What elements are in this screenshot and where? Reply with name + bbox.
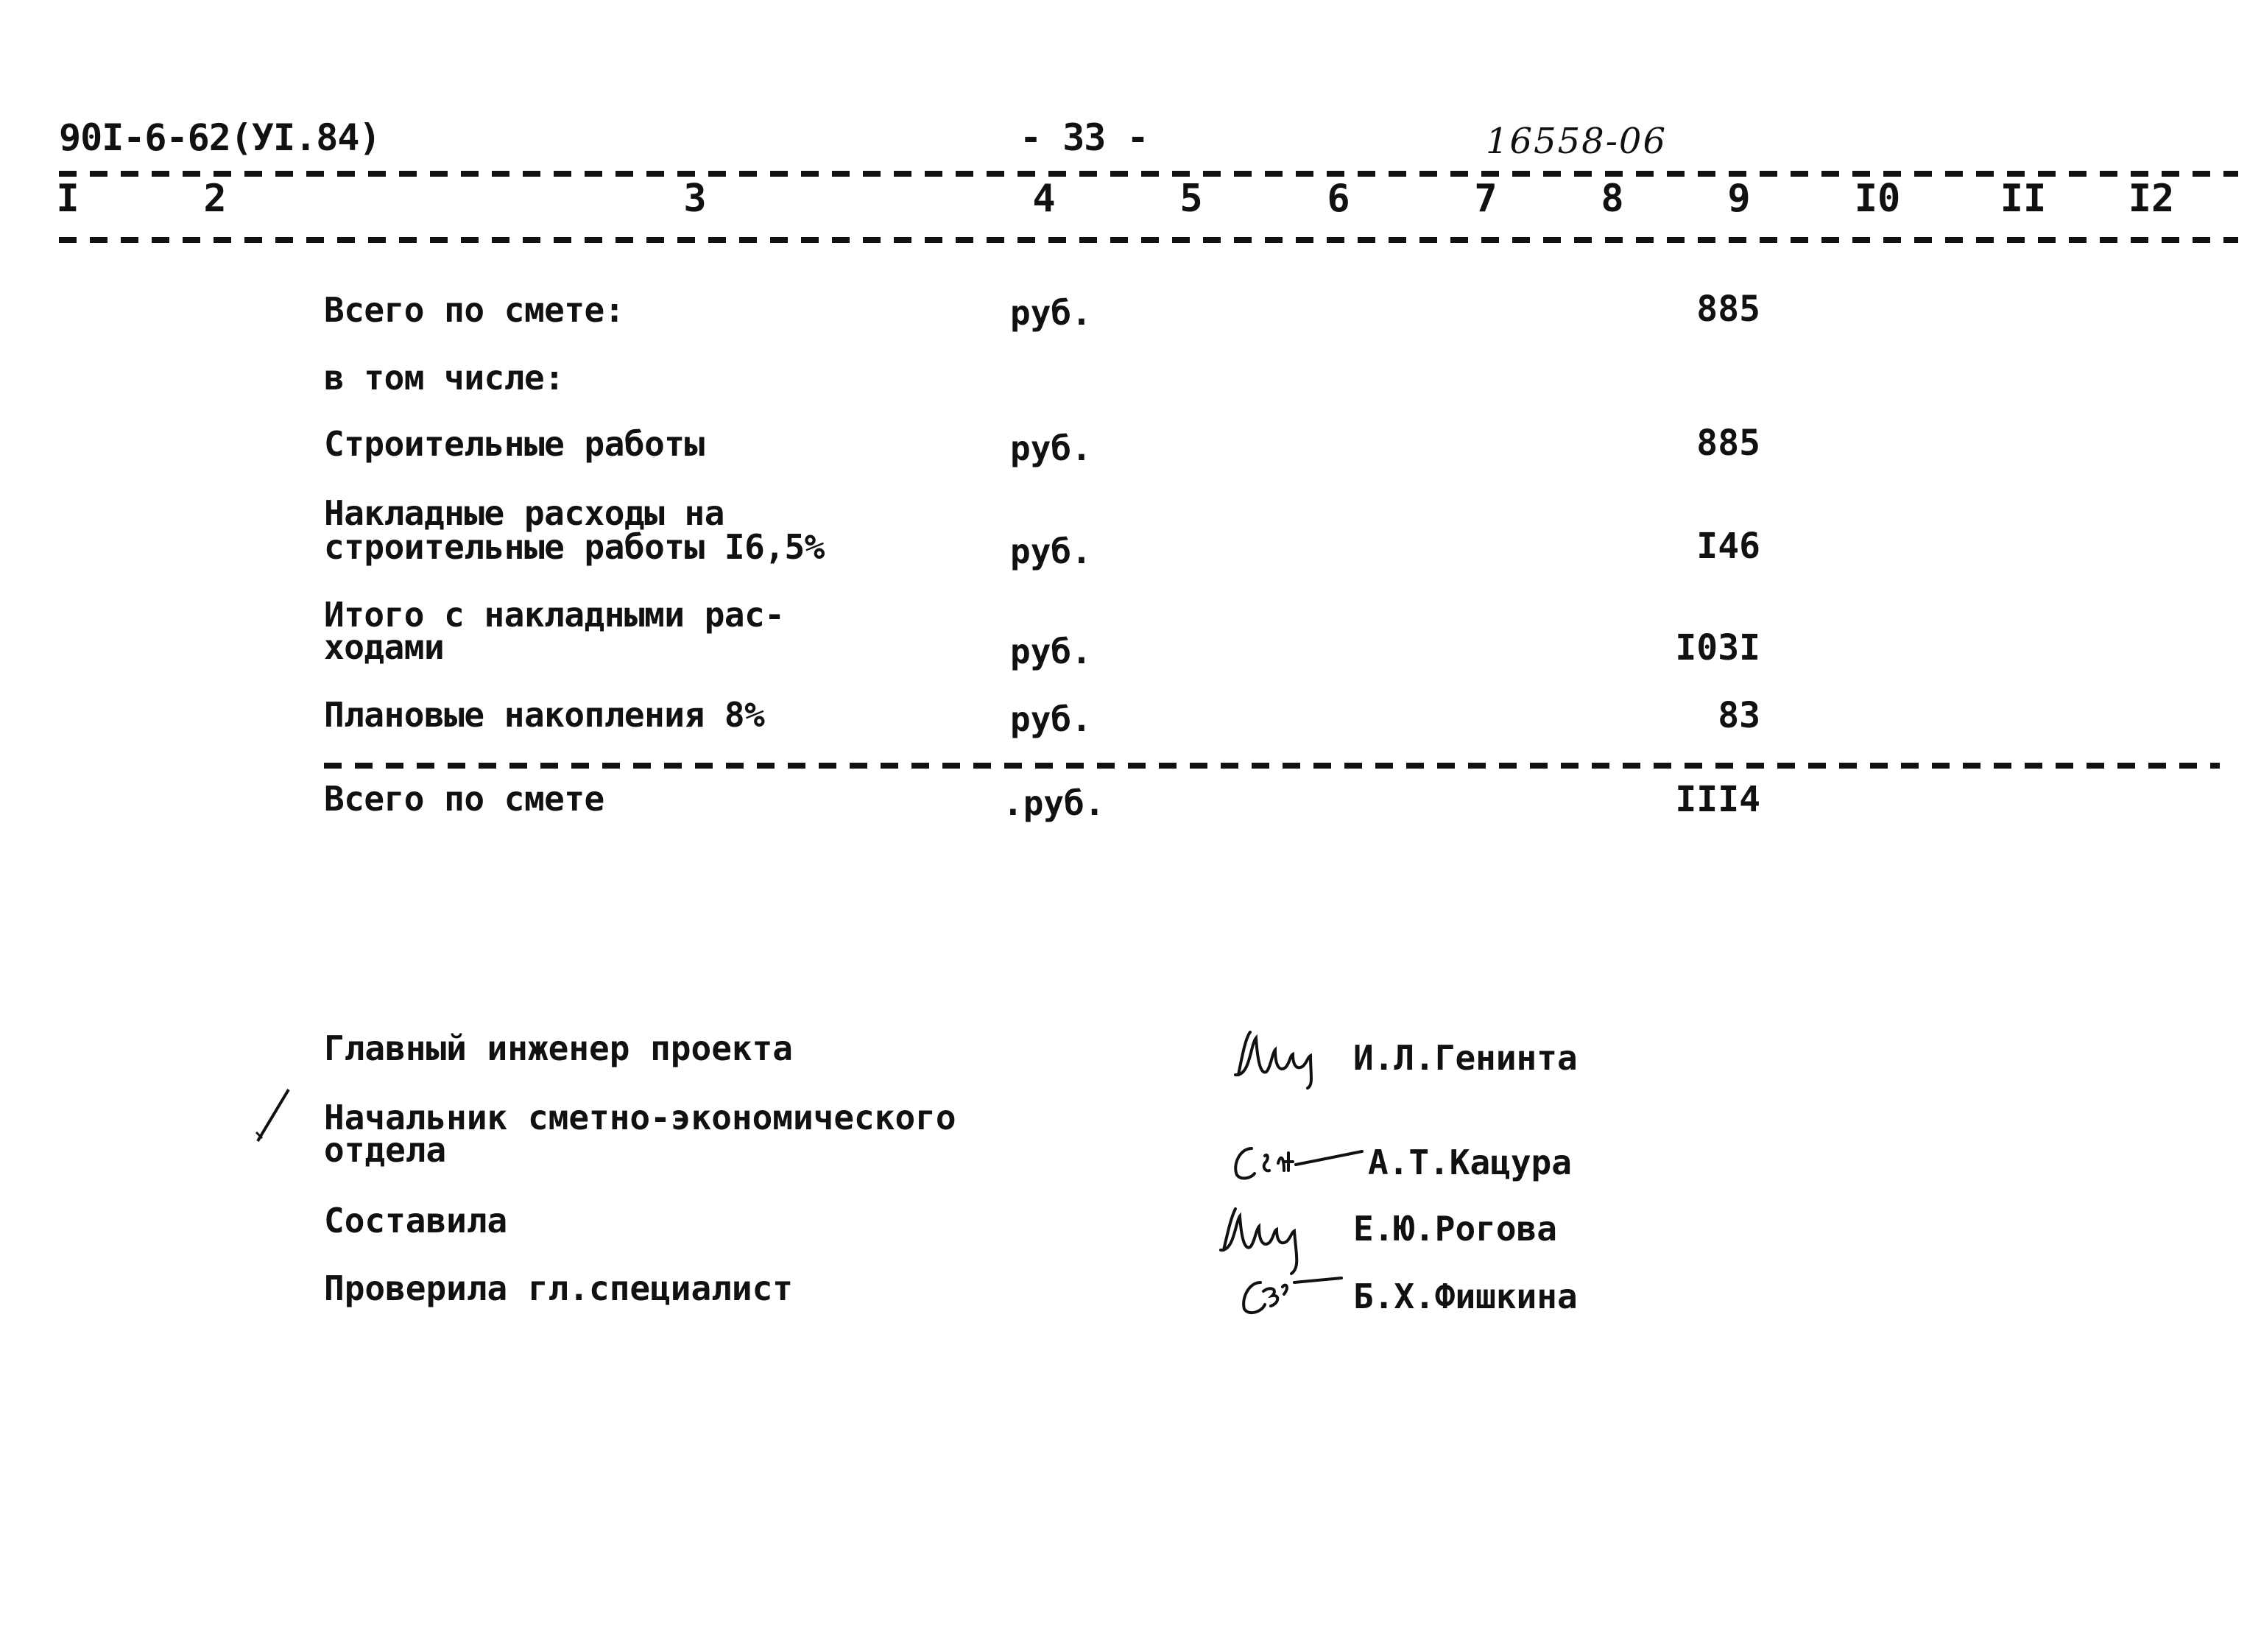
column-number: 5 — [1179, 177, 1203, 221]
column-number: I2 — [2128, 177, 2175, 221]
row-label: Итого с накладными рас- — [324, 595, 785, 635]
column-number: I0 — [1854, 177, 1901, 221]
column-number: 8 — [1601, 177, 1624, 221]
column-number: 6 — [1327, 177, 1350, 221]
row-label: строительные работы I6,5% — [324, 527, 825, 567]
table-top-rule — [59, 171, 2238, 177]
signature-role: Проверила гл.специалист — [324, 1268, 793, 1308]
handwritten-signature-icon — [1231, 1260, 1349, 1327]
signature-role: отдела — [324, 1130, 447, 1170]
total-value: III4 — [1675, 779, 1760, 820]
row-label: в том числе: — [324, 358, 565, 398]
row-value: 83 — [1718, 695, 1760, 736]
row-value: 885 — [1696, 289, 1760, 330]
row-value: 885 — [1696, 423, 1760, 464]
handwritten-signature-icon — [1228, 1023, 1346, 1090]
check-mark-icon — [250, 1087, 294, 1146]
signatory-name: А.Т.Кацура — [1368, 1143, 1572, 1182]
total-label: Всего по смете — [324, 779, 604, 819]
total-unit: .руб. — [1003, 783, 1105, 823]
signature-role: Начальник сметно-экономического — [324, 1098, 956, 1137]
row-value: I46 — [1696, 526, 1760, 567]
signature-role: Главный инженер проекта — [324, 1028, 793, 1068]
row-unit: руб. — [1010, 632, 1092, 671]
row-label: ходами — [324, 627, 445, 667]
column-number: I — [56, 177, 80, 221]
row-label: Плановые накопления 8% — [324, 695, 765, 735]
column-header-rule — [59, 237, 2238, 243]
row-label: Всего по смете: — [324, 290, 624, 330]
page-number: - 33 - — [1020, 116, 1149, 159]
signature-role: Составила — [324, 1201, 508, 1240]
handwritten-signature-icon — [1222, 1126, 1369, 1193]
column-number: II — [2000, 177, 2047, 221]
signatory-name: Е.Ю.Рогова — [1353, 1209, 1557, 1249]
signatory-name: Б.Х.Фишкина — [1353, 1277, 1578, 1316]
row-label: Накладные расходы на — [324, 493, 724, 533]
column-number: 2 — [203, 177, 227, 221]
row-unit: руб. — [1010, 293, 1092, 333]
column-number: 3 — [683, 177, 707, 221]
column-number: 4 — [1032, 177, 1056, 221]
row-unit: руб. — [1010, 532, 1092, 571]
signatory-name: И.Л.Генинта — [1353, 1038, 1578, 1078]
row-unit: руб. — [1010, 428, 1092, 468]
row-label: Строительные работы — [324, 424, 705, 464]
row-unit: руб. — [1010, 699, 1092, 739]
document-code: 90I-6-62(УI.84) — [59, 116, 381, 159]
column-number: 9 — [1727, 177, 1751, 221]
column-number: 7 — [1474, 177, 1498, 221]
total-rule — [324, 763, 2220, 769]
handwritten-document-number: 16558-06 — [1486, 121, 1667, 162]
row-value: I03I — [1675, 627, 1760, 668]
